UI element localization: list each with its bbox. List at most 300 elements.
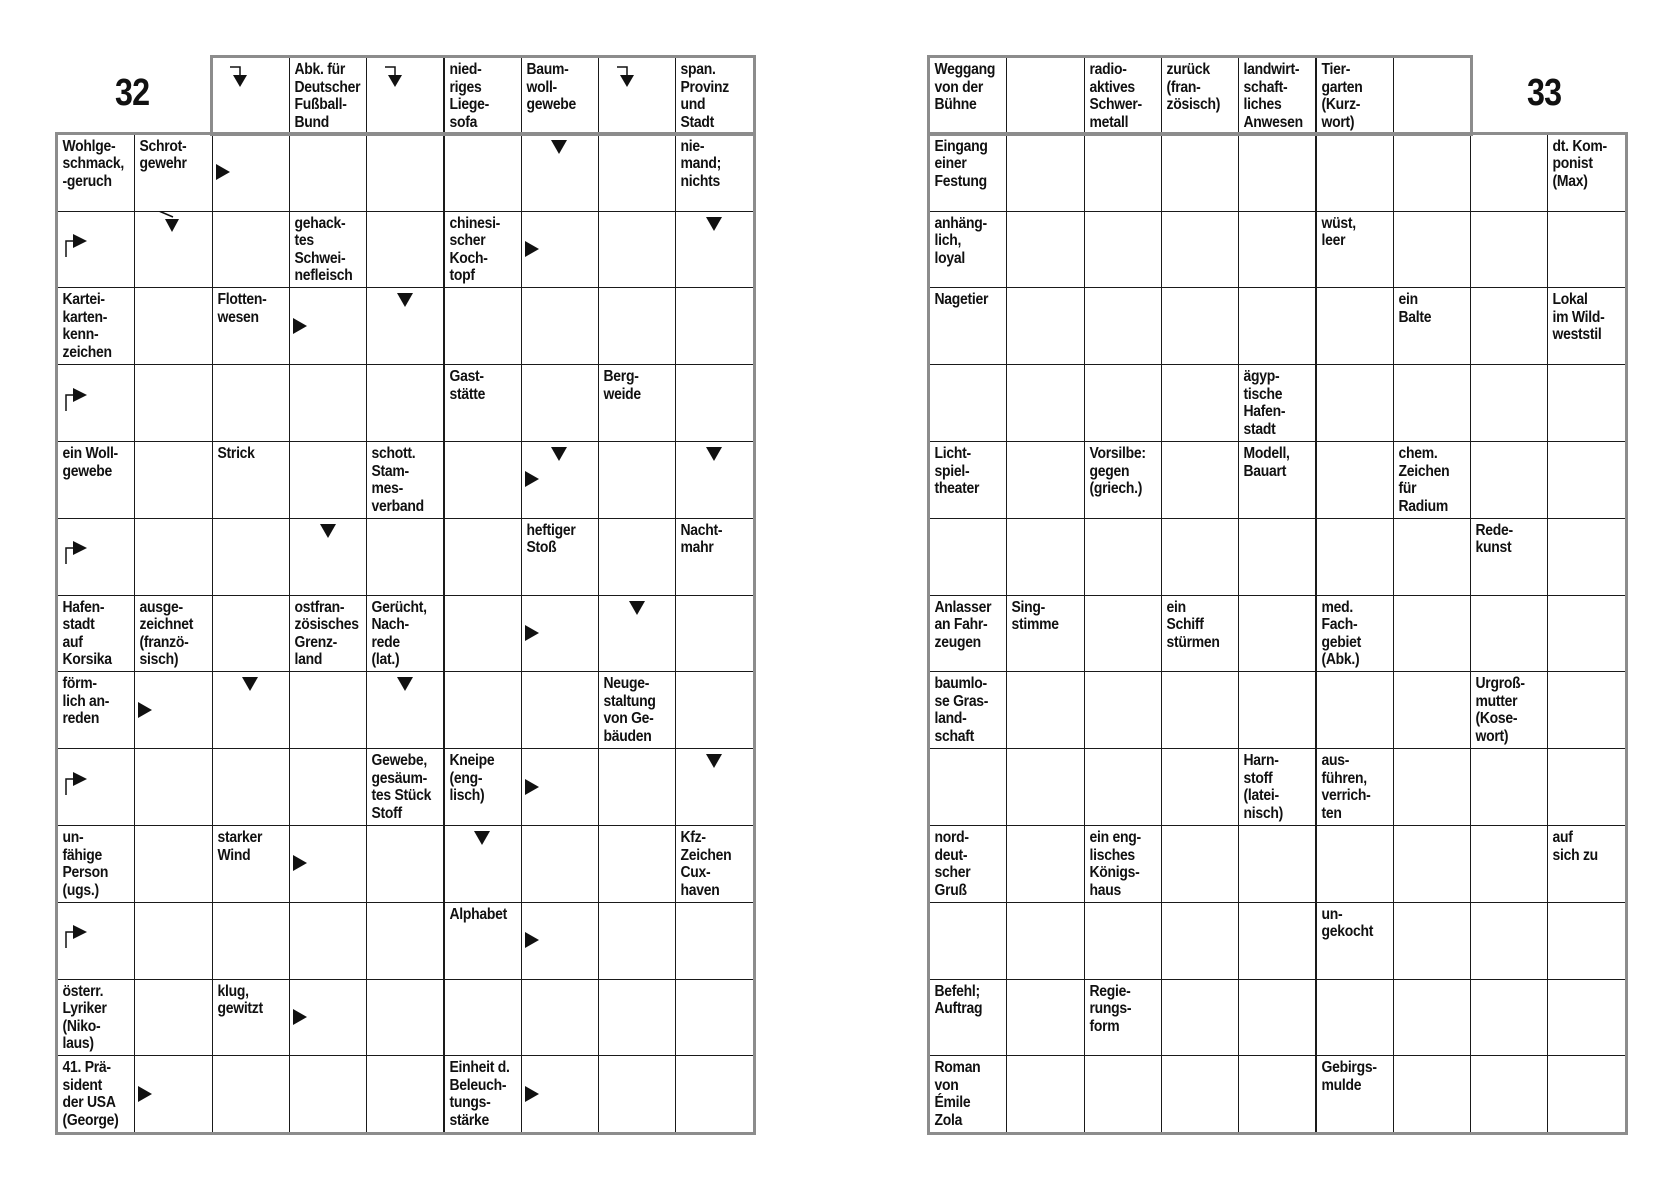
- answer-cell[interactable]: [675, 979, 753, 1057]
- clue-text: un- gekocht: [1321, 905, 1373, 941]
- answer-cell[interactable]: [1316, 979, 1394, 1057]
- clue-cell: [212, 441, 290, 519]
- clue-text: chinesi- scher Koch- topf: [449, 214, 500, 285]
- answer-cell[interactable]: [1006, 902, 1084, 980]
- answer-cell[interactable]: [1316, 441, 1394, 519]
- clue-text: Gerücht, Nach- rede (lat.): [371, 598, 427, 669]
- answer-cell[interactable]: [1470, 902, 1548, 980]
- answer-cell[interactable]: [675, 364, 753, 442]
- clue-box: [930, 212, 1012, 268]
- answer-cell[interactable]: [1547, 441, 1625, 519]
- answer-cell[interactable]: [134, 364, 212, 442]
- clue-cell: [675, 134, 753, 212]
- answer-cell[interactable]: [1316, 364, 1394, 442]
- clue-box: [930, 826, 1012, 899]
- answer-cell[interactable]: [1238, 595, 1316, 673]
- clue-cell: [929, 57, 1007, 135]
- clue-box: [930, 135, 1012, 191]
- answer-cell[interactable]: [1393, 57, 1471, 135]
- answer-cell[interactable]: [1084, 211, 1162, 289]
- answer-cell[interactable]: [521, 287, 599, 365]
- clue-text: chem. Zeichen für Radium: [1398, 445, 1450, 515]
- clue-box: [1239, 365, 1321, 438]
- clue-box: [1085, 980, 1167, 1036]
- clue-box: [1471, 519, 1553, 557]
- answer-cell[interactable]: [1161, 1055, 1239, 1133]
- clue-cell: [289, 595, 367, 673]
- clue-cell: [1084, 441, 1162, 519]
- clue-cell: [929, 1055, 1007, 1133]
- answer-cell[interactable]: [1161, 364, 1239, 442]
- clue-cell: [444, 57, 522, 135]
- clue-text: med. Fach- gebiet (Abk.): [1321, 598, 1361, 669]
- clue-text: nie- mand; nichts: [680, 137, 722, 190]
- clue-box: [58, 135, 140, 191]
- answer-cell[interactable]: [1161, 902, 1239, 980]
- arrow-down-top-icon: [237, 671, 263, 697]
- answer-cell[interactable]: [1470, 979, 1548, 1057]
- answer-cell[interactable]: [1547, 518, 1625, 596]
- arrow-right-icon: [519, 774, 545, 800]
- answer-cell[interactable]: [598, 287, 676, 365]
- clue-cell: [521, 57, 599, 135]
- answer-cell[interactable]: [1084, 748, 1162, 826]
- clue-box: [676, 135, 758, 191]
- arrow-down-top-icon: [392, 287, 418, 313]
- answer-cell[interactable]: [1084, 595, 1162, 673]
- clue-box: [290, 212, 372, 285]
- answer-cell[interactable]: [1470, 441, 1548, 519]
- clue-box: [135, 135, 217, 173]
- clue-cell: [675, 57, 753, 135]
- clue-cell: [366, 441, 444, 519]
- clue-text: ein Woll- gewebe: [62, 445, 118, 480]
- answer-cell[interactable]: [444, 518, 522, 596]
- answer-cell[interactable]: [1084, 902, 1162, 980]
- clue-box: [58, 672, 140, 728]
- clue-cell: [1006, 595, 1084, 673]
- clue-text: Modell, Bauart: [1243, 445, 1290, 480]
- clue-box: [1317, 749, 1399, 822]
- clue-box: [930, 442, 1012, 498]
- clue-text: dt. Kom- ponist (Max): [1552, 137, 1608, 190]
- answer-cell[interactable]: [1470, 825, 1548, 903]
- answer-cell[interactable]: [289, 671, 367, 749]
- clue-text: Hafen- stadt auf Korsika: [62, 598, 112, 669]
- clue-cell: [134, 134, 212, 212]
- answer-cell[interactable]: [134, 979, 212, 1057]
- clue-cell: [57, 595, 135, 673]
- answer-cell[interactable]: [598, 979, 676, 1057]
- clue-box: [290, 58, 372, 131]
- clue-cell: [1470, 671, 1548, 749]
- clue-cell: [444, 364, 522, 442]
- clue-box: [213, 288, 295, 326]
- clue-cell: [444, 211, 522, 289]
- clue-cell: [598, 671, 676, 749]
- clue-cell: [1547, 287, 1625, 365]
- clue-cell: [1316, 1055, 1394, 1133]
- answer-cell[interactable]: [675, 671, 753, 749]
- clue-text: Gewebe, gesäum- tes Stück Stoff: [371, 752, 432, 822]
- answer-cell[interactable]: [1161, 748, 1239, 826]
- answer-cell[interactable]: [212, 211, 290, 289]
- clue-box: [676, 519, 758, 557]
- answer-cell[interactable]: [675, 902, 753, 980]
- clue-box: [1317, 596, 1399, 669]
- answer-cell[interactable]: [134, 902, 212, 980]
- clue-text: Kartei- karten- kenn- zeichen: [62, 291, 112, 361]
- answer-cell[interactable]: [134, 825, 212, 903]
- clue-cell: [929, 211, 1007, 289]
- clue-cell: [929, 595, 1007, 673]
- answer-cell[interactable]: [1316, 287, 1394, 365]
- clue-cell: [521, 518, 599, 596]
- clue-cell: [675, 825, 753, 903]
- arrow-elbow-down-icon: [383, 63, 409, 89]
- answer-cell[interactable]: [1393, 211, 1471, 289]
- answer-cell[interactable]: [1006, 748, 1084, 826]
- arrow-right-icon: [210, 159, 236, 185]
- clue-box: [1317, 212, 1399, 250]
- clue-cell: [1084, 825, 1162, 903]
- answer-cell[interactable]: [1393, 902, 1471, 980]
- answer-cell[interactable]: [212, 364, 290, 442]
- answer-cell[interactable]: [1470, 1055, 1548, 1133]
- answer-cell[interactable]: [444, 979, 522, 1057]
- clue-box: [1548, 826, 1630, 864]
- answer-cell[interactable]: [1238, 1055, 1316, 1133]
- clue-text: Nagetier: [934, 291, 989, 309]
- answer-cell[interactable]: [1393, 1055, 1471, 1133]
- clue-cell: [929, 825, 1007, 903]
- answer-cell[interactable]: [1238, 134, 1316, 212]
- answer-cell[interactable]: [444, 671, 522, 749]
- clue-box: [676, 826, 758, 899]
- answer-cell[interactable]: [212, 518, 290, 596]
- answer-cell[interactable]: [289, 748, 367, 826]
- answer-cell[interactable]: [598, 825, 676, 903]
- answer-cell[interactable]: [1238, 979, 1316, 1057]
- clue-text: Roman von Émile Zola: [934, 1059, 981, 1129]
- arrow-right-icon: [287, 313, 313, 339]
- clue-box: [445, 58, 527, 131]
- answer-cell[interactable]: [1161, 671, 1239, 749]
- answer-cell[interactable]: [1393, 364, 1471, 442]
- answer-cell[interactable]: [1393, 134, 1471, 212]
- arrow-elbow-down-icon: [228, 63, 254, 89]
- answer-cell[interactable]: [212, 748, 290, 826]
- answer-cell[interactable]: [1006, 57, 1084, 135]
- clue-text: zurück (fran- zösisch): [1166, 61, 1221, 113]
- answer-cell[interactable]: [598, 1055, 676, 1133]
- answer-cell[interactable]: [1547, 979, 1625, 1057]
- clue-cell: [1084, 57, 1162, 135]
- clue-text: ein eng- lisches Königs- haus: [1089, 829, 1141, 899]
- clue-cell: [1161, 57, 1239, 135]
- answer-cell[interactable]: [1547, 211, 1625, 289]
- clue-box: [213, 980, 295, 1018]
- answer-cell[interactable]: [1393, 671, 1471, 749]
- clue-text: anhäng- lich, loyal: [934, 214, 987, 267]
- answer-cell[interactable]: [1006, 364, 1084, 442]
- clue-text: nied- riges Liege- sofa: [449, 61, 489, 131]
- clue-text: radio- aktives Schwer- metall: [1089, 61, 1142, 131]
- answer-cell[interactable]: [1316, 825, 1394, 903]
- answer-cell[interactable]: [134, 748, 212, 826]
- answer-cell[interactable]: [289, 364, 367, 442]
- clue-box: [1317, 1056, 1399, 1094]
- clue-text: Vorsilbe: gegen (griech.): [1089, 445, 1146, 497]
- answer-cell[interactable]: [1238, 671, 1316, 749]
- clue-box: [135, 596, 217, 669]
- answer-cell[interactable]: [1161, 518, 1239, 596]
- clue-box: [213, 826, 295, 864]
- arrow-up-right-icon: [63, 540, 89, 566]
- answer-cell[interactable]: [212, 902, 290, 980]
- answer-cell[interactable]: [521, 364, 599, 442]
- clue-cell: [929, 441, 1007, 519]
- clue-cell: [366, 748, 444, 826]
- answer-cell[interactable]: [1006, 441, 1084, 519]
- answer-cell[interactable]: [1238, 211, 1316, 289]
- answer-cell[interactable]: [444, 595, 522, 673]
- clue-cell: [1547, 134, 1625, 212]
- clue-box: [522, 519, 604, 557]
- arrow-up-right-icon: [63, 771, 89, 797]
- answer-cell[interactable]: [444, 134, 522, 212]
- clue-text: Harn- stoff (latei- nisch): [1243, 752, 1284, 822]
- answer-cell[interactable]: [1547, 671, 1625, 749]
- clue-cell: [598, 364, 676, 442]
- clue-text: heftiger Stoß: [526, 521, 576, 557]
- answer-cell[interactable]: [1470, 595, 1548, 673]
- answer-cell[interactable]: [1006, 518, 1084, 596]
- answer-cell[interactable]: [598, 211, 676, 289]
- answer-cell[interactable]: [598, 902, 676, 980]
- answer-cell[interactable]: [1470, 211, 1548, 289]
- answer-cell[interactable]: [1161, 979, 1239, 1057]
- clue-box: [930, 288, 1012, 309]
- clue-text: Kneipe (eng- lisch): [449, 752, 494, 805]
- answer-cell[interactable]: [134, 518, 212, 596]
- arrow-right-icon: [287, 1004, 313, 1030]
- answer-cell[interactable]: [1084, 518, 1162, 596]
- answer-cell[interactable]: [1547, 595, 1625, 673]
- answer-cell[interactable]: [366, 518, 444, 596]
- answer-cell[interactable]: [929, 364, 1007, 442]
- arrow-down-top-icon: [701, 748, 727, 774]
- answer-cell[interactable]: [1547, 1055, 1625, 1133]
- answer-cell[interactable]: [1238, 518, 1316, 596]
- clue-cell: [1316, 902, 1394, 980]
- clue-text: Einheit d. Beleuch- tungs- stärke: [449, 1059, 510, 1129]
- clue-text: Kfz- Zeichen Cux- haven: [680, 829, 732, 899]
- clue-text: wüst, leer: [1321, 214, 1356, 250]
- answer-cell[interactable]: [1006, 979, 1084, 1057]
- arrow-up-right-icon: [63, 924, 89, 950]
- answer-cell[interactable]: [675, 595, 753, 673]
- answer-cell[interactable]: [212, 1055, 290, 1133]
- answer-cell[interactable]: [1238, 825, 1316, 903]
- answer-cell[interactable]: [1393, 518, 1471, 596]
- clue-text: baumlo- se Gras- land- schaft: [934, 675, 989, 745]
- clue-text: Eingang einer Festung: [934, 137, 988, 190]
- answer-cell[interactable]: [1238, 902, 1316, 980]
- answer-cell[interactable]: [134, 287, 212, 365]
- answer-cell[interactable]: [1316, 134, 1394, 212]
- clue-cell: [675, 518, 753, 596]
- answer-cell[interactable]: [1316, 671, 1394, 749]
- answer-cell[interactable]: [1470, 287, 1548, 365]
- answer-cell[interactable]: [134, 441, 212, 519]
- answer-cell[interactable]: [598, 518, 676, 596]
- answer-cell[interactable]: [1393, 748, 1471, 826]
- clue-cell: [1316, 595, 1394, 673]
- answer-cell[interactable]: [1006, 211, 1084, 289]
- answer-cell[interactable]: [289, 134, 367, 212]
- clue-box: [1007, 596, 1089, 634]
- answer-cell[interactable]: [1393, 595, 1471, 673]
- clue-cell: [212, 287, 290, 365]
- clue-text: nord- deut- scher Gruß: [934, 829, 971, 899]
- arrow-right-icon: [519, 620, 545, 646]
- answer-cell[interactable]: [366, 979, 444, 1057]
- clue-box: [1471, 672, 1553, 745]
- answer-cell[interactable]: [289, 1055, 367, 1133]
- answer-cell[interactable]: [366, 211, 444, 289]
- page-number-32: 32: [115, 72, 150, 114]
- clue-cell: [57, 1055, 135, 1133]
- answer-cell[interactable]: [1006, 287, 1084, 365]
- answer-cell[interactable]: [1084, 364, 1162, 442]
- answer-cell[interactable]: [1006, 825, 1084, 903]
- answer-cell[interactable]: [521, 979, 599, 1057]
- arrow-up-right-icon: [63, 387, 89, 413]
- clue-box: [930, 672, 1012, 745]
- answer-cell[interactable]: [212, 595, 290, 673]
- clue-text: 41. Prä- sident der USA (George): [62, 1059, 119, 1129]
- answer-cell[interactable]: [598, 441, 676, 519]
- answer-cell[interactable]: [1161, 287, 1239, 365]
- answer-cell[interactable]: [1393, 979, 1471, 1057]
- clue-text: un- fähige Person (ugs.): [62, 829, 109, 899]
- answer-cell[interactable]: [1006, 671, 1084, 749]
- answer-cell[interactable]: [1084, 287, 1162, 365]
- clue-text: schott. Stam- mes- verband: [371, 445, 425, 515]
- answer-cell[interactable]: [1547, 364, 1625, 442]
- answer-cell[interactable]: [1006, 134, 1084, 212]
- clue-text: Licht- spiel- theater: [934, 445, 980, 497]
- answer-cell[interactable]: [1470, 134, 1548, 212]
- clue-cell: [289, 211, 367, 289]
- clue-box: [1085, 58, 1167, 131]
- clue-box: [1317, 58, 1399, 131]
- answer-cell[interactable]: [521, 825, 599, 903]
- answer-cell[interactable]: [366, 1055, 444, 1133]
- arrow-right-icon: [519, 236, 545, 262]
- answer-cell[interactable]: [1084, 1055, 1162, 1133]
- answer-cell[interactable]: [598, 134, 676, 212]
- answer-cell[interactable]: [1470, 364, 1548, 442]
- clue-text: aus- führen, verrich- ten: [1321, 752, 1371, 822]
- answer-cell[interactable]: [929, 518, 1007, 596]
- arrow-right-icon: [132, 1081, 158, 1107]
- answer-cell[interactable]: [1006, 1055, 1084, 1133]
- clue-text: gehack- tes Schwei- nefleisch: [294, 214, 353, 285]
- arrow-down-top-icon: [315, 518, 341, 544]
- answer-cell[interactable]: [598, 748, 676, 826]
- clue-box: [1162, 58, 1244, 114]
- clue-cell: [57, 671, 135, 749]
- clue-box: [58, 442, 140, 480]
- answer-cell[interactable]: [675, 1055, 753, 1133]
- clue-text: Schrot- gewehr: [139, 137, 188, 173]
- clue-cell: [366, 595, 444, 673]
- clue-box: [1239, 442, 1321, 480]
- answer-cell[interactable]: [675, 287, 753, 365]
- answer-cell[interactable]: [366, 134, 444, 212]
- clue-cell: [57, 441, 135, 519]
- answer-cell[interactable]: [1547, 748, 1625, 826]
- clue-box: [522, 58, 604, 114]
- clue-cell: [1238, 748, 1316, 826]
- clue-text: ostfran- zösisches Grenz- land: [294, 598, 359, 669]
- answer-cell[interactable]: [289, 441, 367, 519]
- clue-text: Baum- woll- gewebe: [526, 61, 576, 113]
- answer-cell[interactable]: [1238, 287, 1316, 365]
- clue-cell: [929, 979, 1007, 1057]
- clue-box: [58, 288, 140, 361]
- clue-text: Rede- kunst: [1475, 521, 1514, 557]
- answer-cell[interactable]: [929, 748, 1007, 826]
- answer-cell[interactable]: [929, 902, 1007, 980]
- answer-cell[interactable]: [1316, 518, 1394, 596]
- answer-cell[interactable]: [289, 902, 367, 980]
- answer-cell[interactable]: [1084, 671, 1162, 749]
- answer-cell[interactable]: [1084, 134, 1162, 212]
- answer-cell[interactable]: [1393, 825, 1471, 903]
- clue-box: [1548, 135, 1630, 191]
- clue-cell: [1238, 441, 1316, 519]
- answer-cell[interactable]: [444, 287, 522, 365]
- arrow-down-top-icon: [701, 441, 727, 467]
- answer-cell[interactable]: [1161, 134, 1239, 212]
- answer-cell[interactable]: [366, 364, 444, 442]
- arrow-right-icon: [519, 1081, 545, 1107]
- clue-cell: [444, 902, 522, 980]
- clue-box: [290, 596, 372, 669]
- clue-box: [367, 442, 449, 515]
- clue-box: [1239, 58, 1321, 131]
- arrow-right-icon: [519, 927, 545, 953]
- clue-text: Berg- weide: [603, 368, 642, 403]
- answer-cell[interactable]: [444, 441, 522, 519]
- answer-cell[interactable]: [1161, 825, 1239, 903]
- clue-box: [58, 826, 140, 899]
- clue-box: [1085, 442, 1167, 498]
- answer-cell[interactable]: [1470, 748, 1548, 826]
- clue-cell: [134, 595, 212, 673]
- answer-cell[interactable]: [366, 825, 444, 903]
- clue-box: [1394, 288, 1476, 326]
- answer-cell[interactable]: [1547, 902, 1625, 980]
- clue-text: Abk. für Deutscher Fußball- Bund: [294, 61, 361, 131]
- answer-cell[interactable]: [521, 671, 599, 749]
- answer-cell[interactable]: [1161, 211, 1239, 289]
- answer-cell[interactable]: [1161, 441, 1239, 519]
- answer-cell[interactable]: [366, 902, 444, 980]
